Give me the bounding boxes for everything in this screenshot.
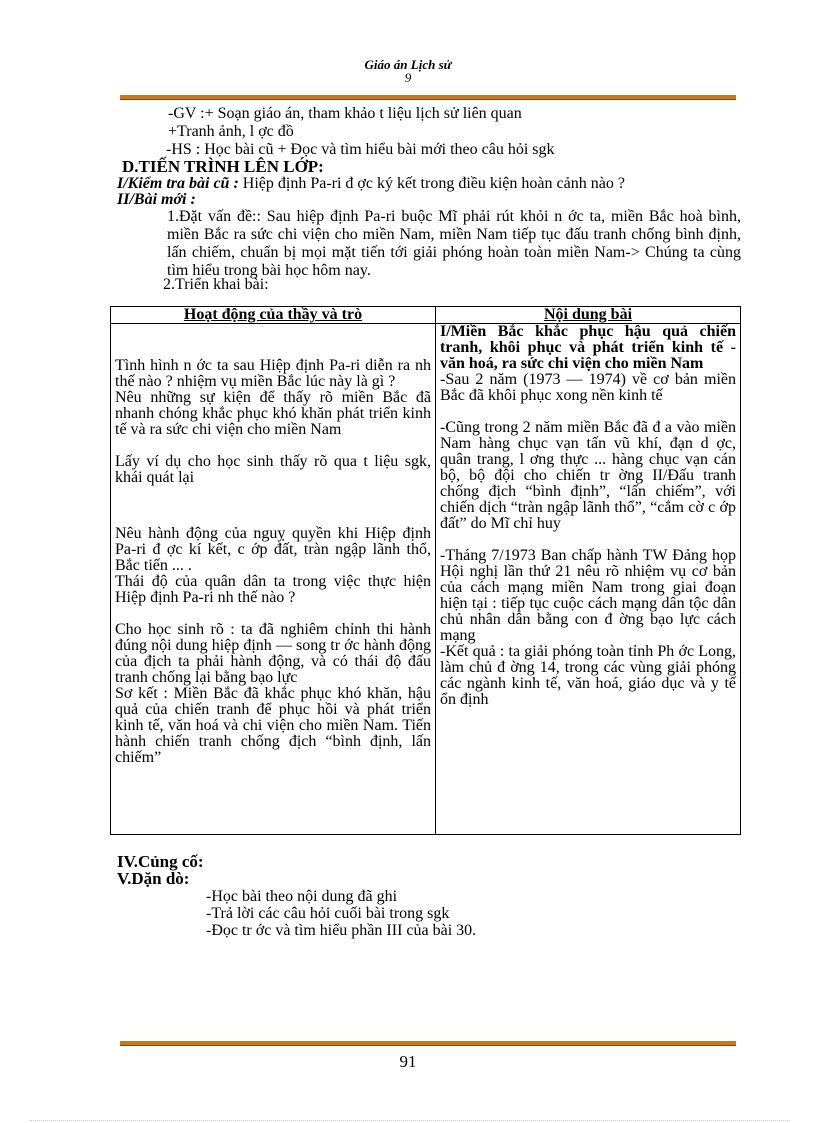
check-question: Hiệp định Pa-ri đ ợc ký kết trong điều kiện hoàn cảnh nào ? [238,175,625,192]
page-bottom-border [30,1120,790,1121]
activity-summary: Sơ kết : Miền Bắc đã khắc phục khó khăn, hậu quả của chiến tranh để phục hồi và phát triển kinh tế, văn hoá và chi viện cho miền Nam. Tiến hành chiến tranh chống địch “bình định, lấn chiếm” [115,685,431,766]
activity-list-events: Nêu những sự kiện để thấy rõ miền Bắc đã nhanh chóng khắc phục khó khăn phát triển kinh tế và ra sức chi viện cho miền Nam [115,389,431,438]
homework-item: -Đọc tr ớc và tìm hiểu phần III của bài 30. [206,922,477,939]
new-lesson-heading: II/Bài mới : [117,191,196,208]
activity-explain: Cho học sinh rõ : ta đã nghiêm chỉnh thi hành đúng nội dung hiệp định — song tr ớc hành động của địch ta phải hành động, và có thái độ đấu tranh chống lại bằng bạo lực [115,621,431,686]
col-activity-header: Hoạt động của thầy và trò [111,307,436,324]
page-header-title: Giáo án Lịch sử [364,57,452,72]
homework-item: -Trả lời các câu hỏi cuối bài trong sgk [206,905,450,922]
activity-question-situation: Tình hình n ớc ta sau Hiệp định Pa-ri diễn ra nh thế nào ? nhiệm vụ miền Bắc lúc này là gì ? [115,357,431,390]
activity-example: Lấy ví dụ cho học sinh thấy rõ qua t liệu sgk, khái quát lại [115,453,431,486]
content-point-result: -Kết quả : ta giải phóng toàn tỉnh Ph ớc Long, làm chủ đ ờng 14, trong các vùng giải phóng các ngành kinh tế, văn hoá, giáo dục và y tế ổn định [440,643,736,708]
prep-student: -HS : Học bài cũ + Đọc và tìm hiểu bài mới theo câu hỏi sgk [166,141,555,158]
consolidation-heading: IV.Củng cố: [117,852,204,871]
content-section-title: I/Miền Bắc khắc phục hậu quả chiến tranh, khôi phục và phát triển kinh tế - văn hoá, ra sức chi viện cho miền Nam [440,323,736,372]
table-body-row [111,324,741,835]
content-cell [436,324,741,835]
page-header-grade: 9 [404,70,412,85]
content-point-conference: -Tháng 7/1973 Ban chấp hành TW Đảng họp Hội nghị lần thứ 21 nêu rõ nhiệm vụ cơ bản của cách mạng miền Nam trong giai đoạn hiện tại : tiếp tục cuộc cách mạng dân tộc dân chủ nhân dân bằng con đ ờng bạo lực cách mạng [440,547,736,644]
page-number: 91 [399,1052,417,1071]
content-point-support: -Cũng trong 2 năm miền Bắc đã đ a vào miền Nam hàng chục vạn tấn vũ khí, đạn d ợc, quân trang, l ơng thực ... hàng chục vạn cán bộ, bộ đội cho chiến tr ờng II/Đấu tranh chống địch “bình định”, “lấn chiếm”, với chiến dịch “tràn ngập lãnh thổ”, “cắm cờ c ớp đất” do Mĩ chỉ huy [440,419,736,532]
intro-deploy: 2.Triển khai bài: [163,276,269,293]
prep-teacher: -GV :+ Soạn giáo án, tham khảo t liệu lịch sử liên quan [168,105,522,122]
col-content-header: Nội dung bài [436,307,741,324]
table-header-row [111,307,741,324]
header-divider [120,95,736,100]
activity-puppet-actions: Nêu hành động của nguỵ quyền khi Hiệp định Pa-ri đ ợc kí kết, c ớp đất, tràn ngập lãnh thổ, Bắc tiến ... . [115,525,431,574]
lesson-table [110,306,741,835]
intro-problem: 1.Đặt vấn đề:: Sau hiệp định Pa-ri buộc Mĩ phải rút khỏi n ớc ta, miền Bắc hoà bình, miền Bắc ra sức chi viện cho miền Nam, miền Nam tiếp tục đấu tranh chống bình định, lấn chiếm, chuẩn bị mọi mặt tiến tới giải phóng hoàn toàn miền Nam-> Chúng ta cùng tìm hiểu trong bài học hôm nay. [167,208,741,279]
activity-attitude: Thái độ của quân dân ta trong việc thực hiện Hiệp định Pa-ri nh thế nào ? [115,573,431,606]
footer-divider [120,1041,736,1046]
check-label: I/Kiểm tra bài cũ : [117,175,239,192]
activity-cell [111,324,436,835]
intro-paragraph [117,208,741,280]
homework-item: -Học bài theo nội dung đã ghi [206,888,398,905]
content-point-recovery: -Sau 2 năm (1973 — 1974) về cơ bản miền Bắc đã khôi phục xong nền kinh tế [440,371,736,404]
prep-materials: +Tranh ảnh, l ợc đồ [168,123,294,140]
section-d-heading: D.TIẾN TRÌNH LÊN LỚP: [122,157,324,176]
homework-heading: V.Dặn dò: [117,869,190,888]
